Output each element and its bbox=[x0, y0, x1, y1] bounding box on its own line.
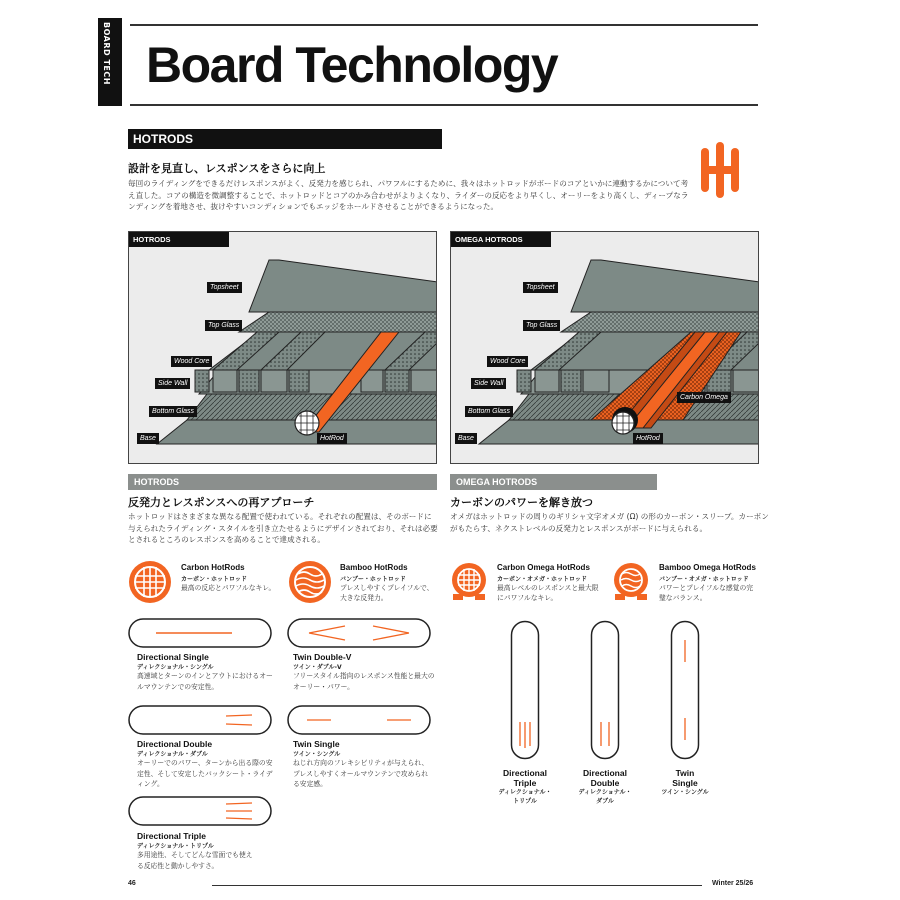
hotrods-body: ホットロッドはさまざまな異なる配置で使われている。それぞれの配置は、そのボードに与えられたライディング・スタイルを引き立たせるようにデザインされており、それは必要とされるところのレスポンスを高めることで達成される。 bbox=[128, 512, 438, 544]
section-body: 毎回のライディングをできるだけレスポンスがよく、反発力を感じられ、パワフルにするために、我々はホットロッドがボードのコアといかに連動するかについて考え直した。コアの構造を微調整することで、ホットロッドとコアのかみ合わせがよりよくなり、ライダーの反応をより早くし、オーリーをより高くし、ディープなランディングを着地させ、抜けやすいコンディションでもエッジをホールドさせることができるようになった。 bbox=[128, 179, 689, 211]
diagram-omega-hotrods bbox=[450, 231, 759, 464]
season-label: Winter 25/26 bbox=[712, 880, 754, 887]
twin-single-name: Twin Single bbox=[293, 739, 340, 749]
board-1-name-line2: Triple bbox=[513, 778, 537, 788]
label-top-glass: Top Glass bbox=[205, 320, 242, 331]
label-bottom-glass: Bottom Glass bbox=[465, 406, 513, 417]
label-hotrod: HotRod bbox=[317, 433, 347, 444]
side-tab bbox=[98, 18, 122, 106]
bamboo-omega-hotrods-icon bbox=[609, 560, 653, 604]
label-side-wall: Side Wall bbox=[155, 378, 190, 389]
title-rule bbox=[130, 104, 758, 106]
carbon-omega-desc: 最高レベルのレスポンスと最大限にパワフルなキレ。 bbox=[497, 584, 599, 602]
label-side-wall: Side Wall bbox=[471, 378, 506, 389]
label-top-glass: Top Glass bbox=[523, 320, 560, 331]
carbon-omega-hotrods-icon bbox=[447, 560, 491, 604]
label-base: Base bbox=[455, 433, 477, 444]
directional-double-name: Directional Double bbox=[137, 739, 213, 749]
board-2-jp-line1: ディレクショナル・ bbox=[578, 789, 632, 796]
side-tab-label: BOARD TECH bbox=[102, 22, 111, 85]
directional-double-desc: オーリーでのパワー、ターンから出る際の安定性、そして安定したバックシート・ライディング。 bbox=[137, 759, 273, 788]
omega-heading: カーボンのパワーを解き放つ bbox=[450, 496, 593, 509]
footer-rule bbox=[212, 885, 702, 886]
label-wood-core: Wood Core bbox=[171, 356, 212, 367]
directional-triple-name: Directional Triple bbox=[137, 831, 206, 841]
hotrods-heading: 反発力とレスポンスへの再アプローチ bbox=[128, 496, 315, 509]
bamboo-omega-name: Bamboo Omega HotRods bbox=[659, 563, 756, 572]
board-3-name-line2: Single bbox=[672, 778, 698, 788]
page-title: Board Technology bbox=[146, 37, 558, 93]
bamboo-omega-jp: バンブー・オメガ・ホットロッド bbox=[659, 576, 749, 583]
directional-triple-desc: 多用途性、そしてどんな雪面でも使える反応性と動かしやすさ。 bbox=[137, 851, 253, 870]
twin-double-v-desc: フリースタイル指向のレスポンス性能と最大のオーリー・パワー。 bbox=[293, 672, 435, 691]
board-1-jp-line2: トリプル bbox=[513, 798, 537, 805]
omega-body: オメガはホットロッドの周りのギリシャ文字オメガ (Ω) の形のカーボン・スリーブ。カーボンがもたらす、ネクストレベルの反発力とレスポンスがボードに与えられる。 bbox=[450, 512, 769, 533]
label-base: Base bbox=[137, 433, 159, 444]
twin-double-v-jp: ツイン・ダブル-V bbox=[293, 664, 342, 671]
vertical-board-label-3 bbox=[650, 768, 720, 797]
section-heading: 設計を見直し、レスポンスをさらに向上 bbox=[128, 162, 326, 175]
board-1-name-line1: Directional bbox=[503, 768, 547, 778]
bamboo-hotrods-desc: プレスしやすくプレイフルで、大きな反発力。 bbox=[340, 584, 434, 602]
diagram-hotrods-header: HOTRODS bbox=[129, 232, 229, 247]
hotrods-cross-section bbox=[129, 232, 437, 464]
directional-single-board-icon bbox=[128, 617, 272, 649]
omega-subheader: OMEGA HOTRODS bbox=[450, 474, 657, 490]
carbon-hotrods-jp: カーボン・ホットロッド bbox=[181, 576, 247, 583]
carbon-omega-jp: カーボン・オメガ・ホットロッド bbox=[497, 576, 587, 583]
label-topsheet: Topsheet bbox=[523, 282, 558, 293]
top-rule bbox=[130, 24, 758, 26]
twin-single-board-icon bbox=[287, 704, 431, 736]
vertical-board-label-2 bbox=[570, 768, 640, 806]
vertical-twin-single-icon bbox=[670, 620, 700, 760]
twin-single-desc: ねじれ方向のフレキシビリティが与えられ、プレスしやすくオールマウンテンで攻められる安定感。 bbox=[293, 759, 429, 788]
carbon-omega-name: Carbon Omega HotRods bbox=[497, 563, 590, 572]
label-wood-core: Wood Core bbox=[487, 356, 528, 367]
bamboo-omega-desc: パワーとプレイフルな感覚の完璧なバランス。 bbox=[659, 584, 754, 602]
omega-cross-section bbox=[451, 232, 759, 464]
vertical-board-label-1 bbox=[490, 768, 560, 806]
vertical-directional-double-icon bbox=[590, 620, 620, 760]
bamboo-hotrods-name: Bamboo HotRods bbox=[340, 563, 408, 572]
board-2-name-line2: Double bbox=[590, 778, 620, 788]
diagram-omega-header: OMEGA HOTRODS bbox=[451, 232, 551, 247]
board-1-jp-line1: ディレクショナル・ bbox=[498, 789, 552, 796]
twin-single-jp: ツイン・シングル bbox=[293, 751, 341, 758]
directional-double-board-icon bbox=[128, 704, 272, 736]
bamboo-hotrods-icon bbox=[288, 560, 332, 604]
carbon-hotrods-name: Carbon HotRods bbox=[181, 563, 245, 572]
board-2-name-line1: Directional bbox=[583, 768, 627, 778]
directional-triple-board-icon bbox=[128, 795, 272, 827]
label-topsheet: Topsheet bbox=[207, 282, 242, 293]
board-2-jp-line2: ダブル bbox=[596, 798, 614, 805]
twin-double-v-board-icon bbox=[287, 617, 431, 649]
twin-double-v-name: Twin Double-V bbox=[293, 652, 352, 662]
vertical-directional-triple-icon bbox=[510, 620, 540, 760]
hotrods-logo-icon bbox=[698, 142, 742, 198]
label-carbon-omega: Carbon Omega bbox=[677, 392, 731, 403]
board-3-name-line1: Twin bbox=[675, 768, 695, 778]
carbon-hotrods-desc: 最高の反応とパワフルなキレ。 bbox=[181, 584, 276, 592]
directional-single-jp: ディレクショナル・シングル bbox=[137, 664, 214, 671]
directional-triple-jp: ディレクショナル・トリプル bbox=[137, 843, 214, 850]
label-bottom-glass: Bottom Glass bbox=[149, 406, 197, 417]
board-3-jp-line1: ツイン・シングル bbox=[661, 789, 709, 796]
label-hotrod: HotRod bbox=[633, 433, 663, 444]
carbon-hotrods-icon bbox=[128, 560, 172, 604]
diagram-hotrods bbox=[128, 231, 437, 464]
directional-single-name: Directional Single bbox=[137, 652, 209, 662]
hotrods-subheader: HOTRODS bbox=[128, 474, 437, 490]
section-header: HOTRODS bbox=[128, 129, 442, 149]
directional-double-jp: ディレクショナル・ダブル bbox=[137, 751, 208, 758]
page-number: 46 bbox=[128, 880, 136, 887]
bamboo-hotrods-jp: バンブー・ホットロッド bbox=[340, 576, 406, 583]
directional-single-desc: 高速域とターンのインとアウトにおけるオールマウンテンでの安定性。 bbox=[137, 672, 273, 691]
